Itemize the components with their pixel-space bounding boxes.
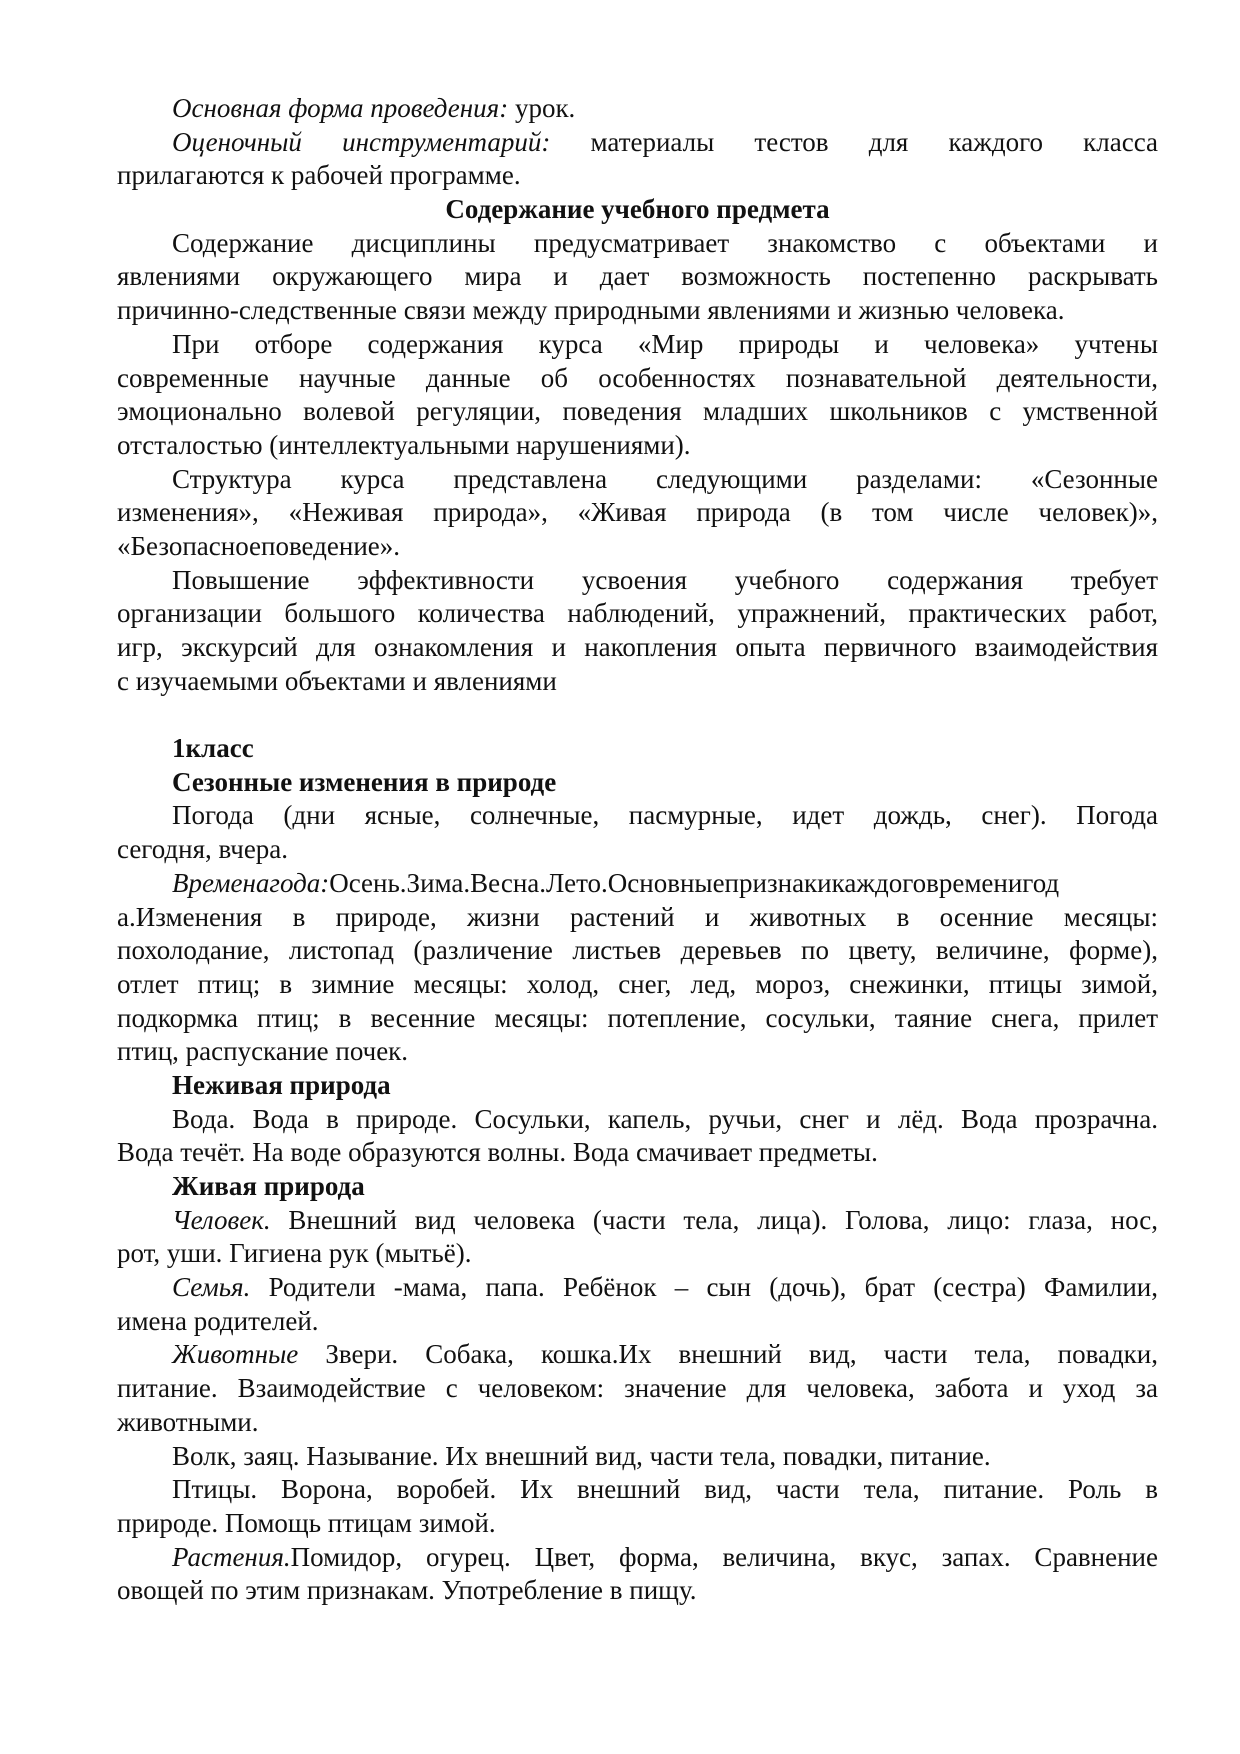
section-heading xyxy=(117,732,1158,766)
blank-line xyxy=(117,698,1158,732)
text-run: Повышение эффективности усвоения учебного содержания требует xyxy=(172,564,1158,595)
paragraph xyxy=(117,463,1158,564)
text-line xyxy=(117,1440,1158,1474)
text-run: Вода течёт. На воде образуются волны. Вода смачивает предметы. xyxy=(117,1137,878,1168)
italic-term: Человек. xyxy=(172,1204,271,1235)
text-run: игр, экскурсий для ознакомления и накопления опыта первичного взаимодействия xyxy=(117,632,1158,662)
bold-text: Живая природа xyxy=(172,1171,365,1201)
text-run: подкормка птиц; в весенние месяцы: потепление, сосульки, таяние снега, прилет xyxy=(117,1002,1158,1033)
text-run: Осень.Зима.Весна.Лето.Основныепризнакикаждоговременигод xyxy=(329,867,1060,898)
paragraph xyxy=(117,1541,1158,1608)
text-line xyxy=(117,463,1158,497)
text-line xyxy=(117,260,1158,294)
text-line xyxy=(117,1035,1158,1069)
text-line xyxy=(117,1136,1158,1170)
text-line xyxy=(117,362,1158,396)
italic-term: Животные xyxy=(172,1339,299,1370)
text-run: Внешний вид человека (части тела, лица). Голова, лицо: глаза, нос, xyxy=(270,1204,1158,1235)
text-line xyxy=(117,1372,1158,1406)
text-run: Звери. Собака, кошка.Их внешний вид, части тела, повадки, xyxy=(298,1339,1158,1370)
text-run: Птицы. Ворона, воробей. Их внешний вид, части тела, питание. Роль в xyxy=(172,1474,1158,1505)
text-run: Вода. Вода в природе. Сосульки, капель, ручьи, снег и лёд. Вода прозрачна. xyxy=(172,1103,1158,1134)
text-line xyxy=(117,395,1158,429)
text-line xyxy=(117,934,1158,968)
text-run: материалы тестов для каждого класса xyxy=(550,126,1158,157)
text-line xyxy=(117,1002,1158,1036)
text-run: природе. Помощь птицам зимой. xyxy=(117,1507,496,1538)
paragraph xyxy=(117,1204,1158,1271)
text-run: явлениями окружающего мира и дает возможность постепенно раскрывать xyxy=(117,261,1158,292)
text-run: а.Изменения в природе, жизни растений и животных в осенние месяцы: xyxy=(117,901,1158,932)
text-run: животными. xyxy=(117,1406,259,1437)
text-line xyxy=(117,1103,1158,1137)
text-run: Содержание дисциплины предусматривает знакомство с объектами и xyxy=(172,227,1158,258)
italic-term: Временагода: xyxy=(172,867,330,898)
text-run: современные научные данные об особенностях познавательной деятельности, xyxy=(117,362,1158,393)
text-line xyxy=(117,867,1158,901)
text-line xyxy=(117,1271,1158,1305)
text-line xyxy=(117,92,1158,126)
text-line xyxy=(117,429,1158,463)
text-line xyxy=(117,1069,1158,1103)
bold-text: 1класс xyxy=(172,733,254,764)
text-line xyxy=(117,1338,1158,1372)
italic-term: Основная форма проведения: xyxy=(172,93,509,123)
paragraph xyxy=(117,1338,1158,1439)
italic-term: Оценочный инструментарий: xyxy=(172,126,551,157)
text-line xyxy=(117,631,1158,665)
text-run: с изучаемыми объектами и явлениями xyxy=(117,665,557,696)
text-run: Родители -мама, папа. Ребёнок – сын (дочь), брат (сестра) Фамилии, xyxy=(250,1272,1158,1303)
text-line xyxy=(117,227,1158,261)
text-run: организации большого количества наблюдений, упражнений, практических работ, xyxy=(117,598,1158,629)
italic-term: Семья. xyxy=(172,1272,251,1303)
text-line xyxy=(117,1237,1158,1271)
text-line xyxy=(117,698,1158,732)
section-title xyxy=(117,193,1158,227)
text-line xyxy=(117,1204,1158,1238)
text-run: птиц, распускание почек. xyxy=(117,1036,409,1067)
text-line xyxy=(117,833,1158,867)
text-run: похолодание, листопад (различение листьев деревьев по цвету, величине, форме), xyxy=(117,935,1158,966)
paragraph xyxy=(117,564,1158,699)
text-run: прилагаются к рабочей программе. xyxy=(117,160,521,191)
text-line xyxy=(117,159,1158,193)
text-run: Волк, заяц. Называние. Их внешний вид, части тела, повадки, питание. xyxy=(172,1440,991,1471)
text-line xyxy=(117,1170,1158,1204)
paragraph xyxy=(117,867,1158,1069)
bold-text: Неживая природа xyxy=(172,1069,391,1100)
text-line xyxy=(117,126,1158,160)
paragraph xyxy=(117,1271,1158,1338)
text-run: питание. Взаимодействие с человеком: значение для человека, забота и уход за xyxy=(117,1373,1158,1404)
text-run: овощей по этим признакам. Употребление в пищу. xyxy=(117,1575,697,1606)
text-line xyxy=(117,799,1158,833)
text-line xyxy=(117,1406,1158,1440)
text-line xyxy=(117,328,1158,362)
text-line xyxy=(117,1473,1158,1507)
document-page xyxy=(117,92,1158,1608)
text-run: Погода (дни ясные, солнечные, пасмурные, идет дождь, снег). Погода xyxy=(172,800,1158,831)
text-line xyxy=(117,968,1158,1002)
paragraph xyxy=(117,1103,1158,1170)
text-line xyxy=(117,294,1158,328)
text-line xyxy=(117,1541,1158,1575)
bold-text: Сезонные изменения в природе xyxy=(172,766,557,797)
text-line xyxy=(117,1574,1158,1608)
section-heading xyxy=(117,1170,1158,1204)
paragraph xyxy=(117,799,1158,866)
text-run: отлет птиц; в зимние месяцы: холод, снег, лед, мороз, снежинки, птицы зимой, xyxy=(117,968,1158,999)
text-run: урок. xyxy=(508,93,576,123)
italic-term: Растения. xyxy=(172,1541,291,1572)
paragraph xyxy=(117,92,1158,126)
text-run: «Безопасноеповедение». xyxy=(117,530,401,561)
text-line xyxy=(117,766,1158,800)
text-line xyxy=(117,1305,1158,1339)
text-line xyxy=(117,496,1158,530)
text-run: Структура курса представлена следующими разделами: «Сезонные xyxy=(172,463,1158,494)
text-run: отсталостью (интеллектуальными нарушениями). xyxy=(117,429,691,460)
paragraph xyxy=(117,1440,1158,1474)
text-line xyxy=(117,1507,1158,1541)
text-line xyxy=(117,901,1158,935)
text-line xyxy=(117,530,1158,564)
paragraph xyxy=(117,126,1158,193)
text-run: Помидор, огурец. Цвет, форма, величина, вкус, запах. Сравнение xyxy=(290,1541,1158,1572)
paragraph xyxy=(117,1473,1158,1540)
text-run: При отборе содержания курса «Мир природы и человека» учтены xyxy=(172,328,1158,359)
text-run: имена родителей. xyxy=(117,1305,319,1336)
text-run: изменения», «Неживая природа», «Живая природа (в том числе человек)», xyxy=(117,497,1158,528)
text-run: эмоционально волевой регуляции, поведения младших школьников с умственной xyxy=(117,396,1158,427)
paragraph xyxy=(117,227,1158,328)
text-run: сегодня, вчера. xyxy=(117,834,289,865)
text-line xyxy=(117,193,1158,227)
text-line xyxy=(117,665,1158,699)
section-heading xyxy=(117,766,1158,800)
text-line xyxy=(117,597,1158,631)
paragraph xyxy=(117,328,1158,463)
text-run: причинно-следственные связи между природными явлениями и жизнью человека. xyxy=(117,295,1065,326)
text-run: рот, уши. Гигиена рук (мытьё). xyxy=(117,1238,472,1269)
section-heading xyxy=(117,1069,1158,1103)
bold-text: Содержание учебного предмета xyxy=(445,194,830,225)
text-line xyxy=(117,732,1158,766)
text-line xyxy=(117,564,1158,598)
